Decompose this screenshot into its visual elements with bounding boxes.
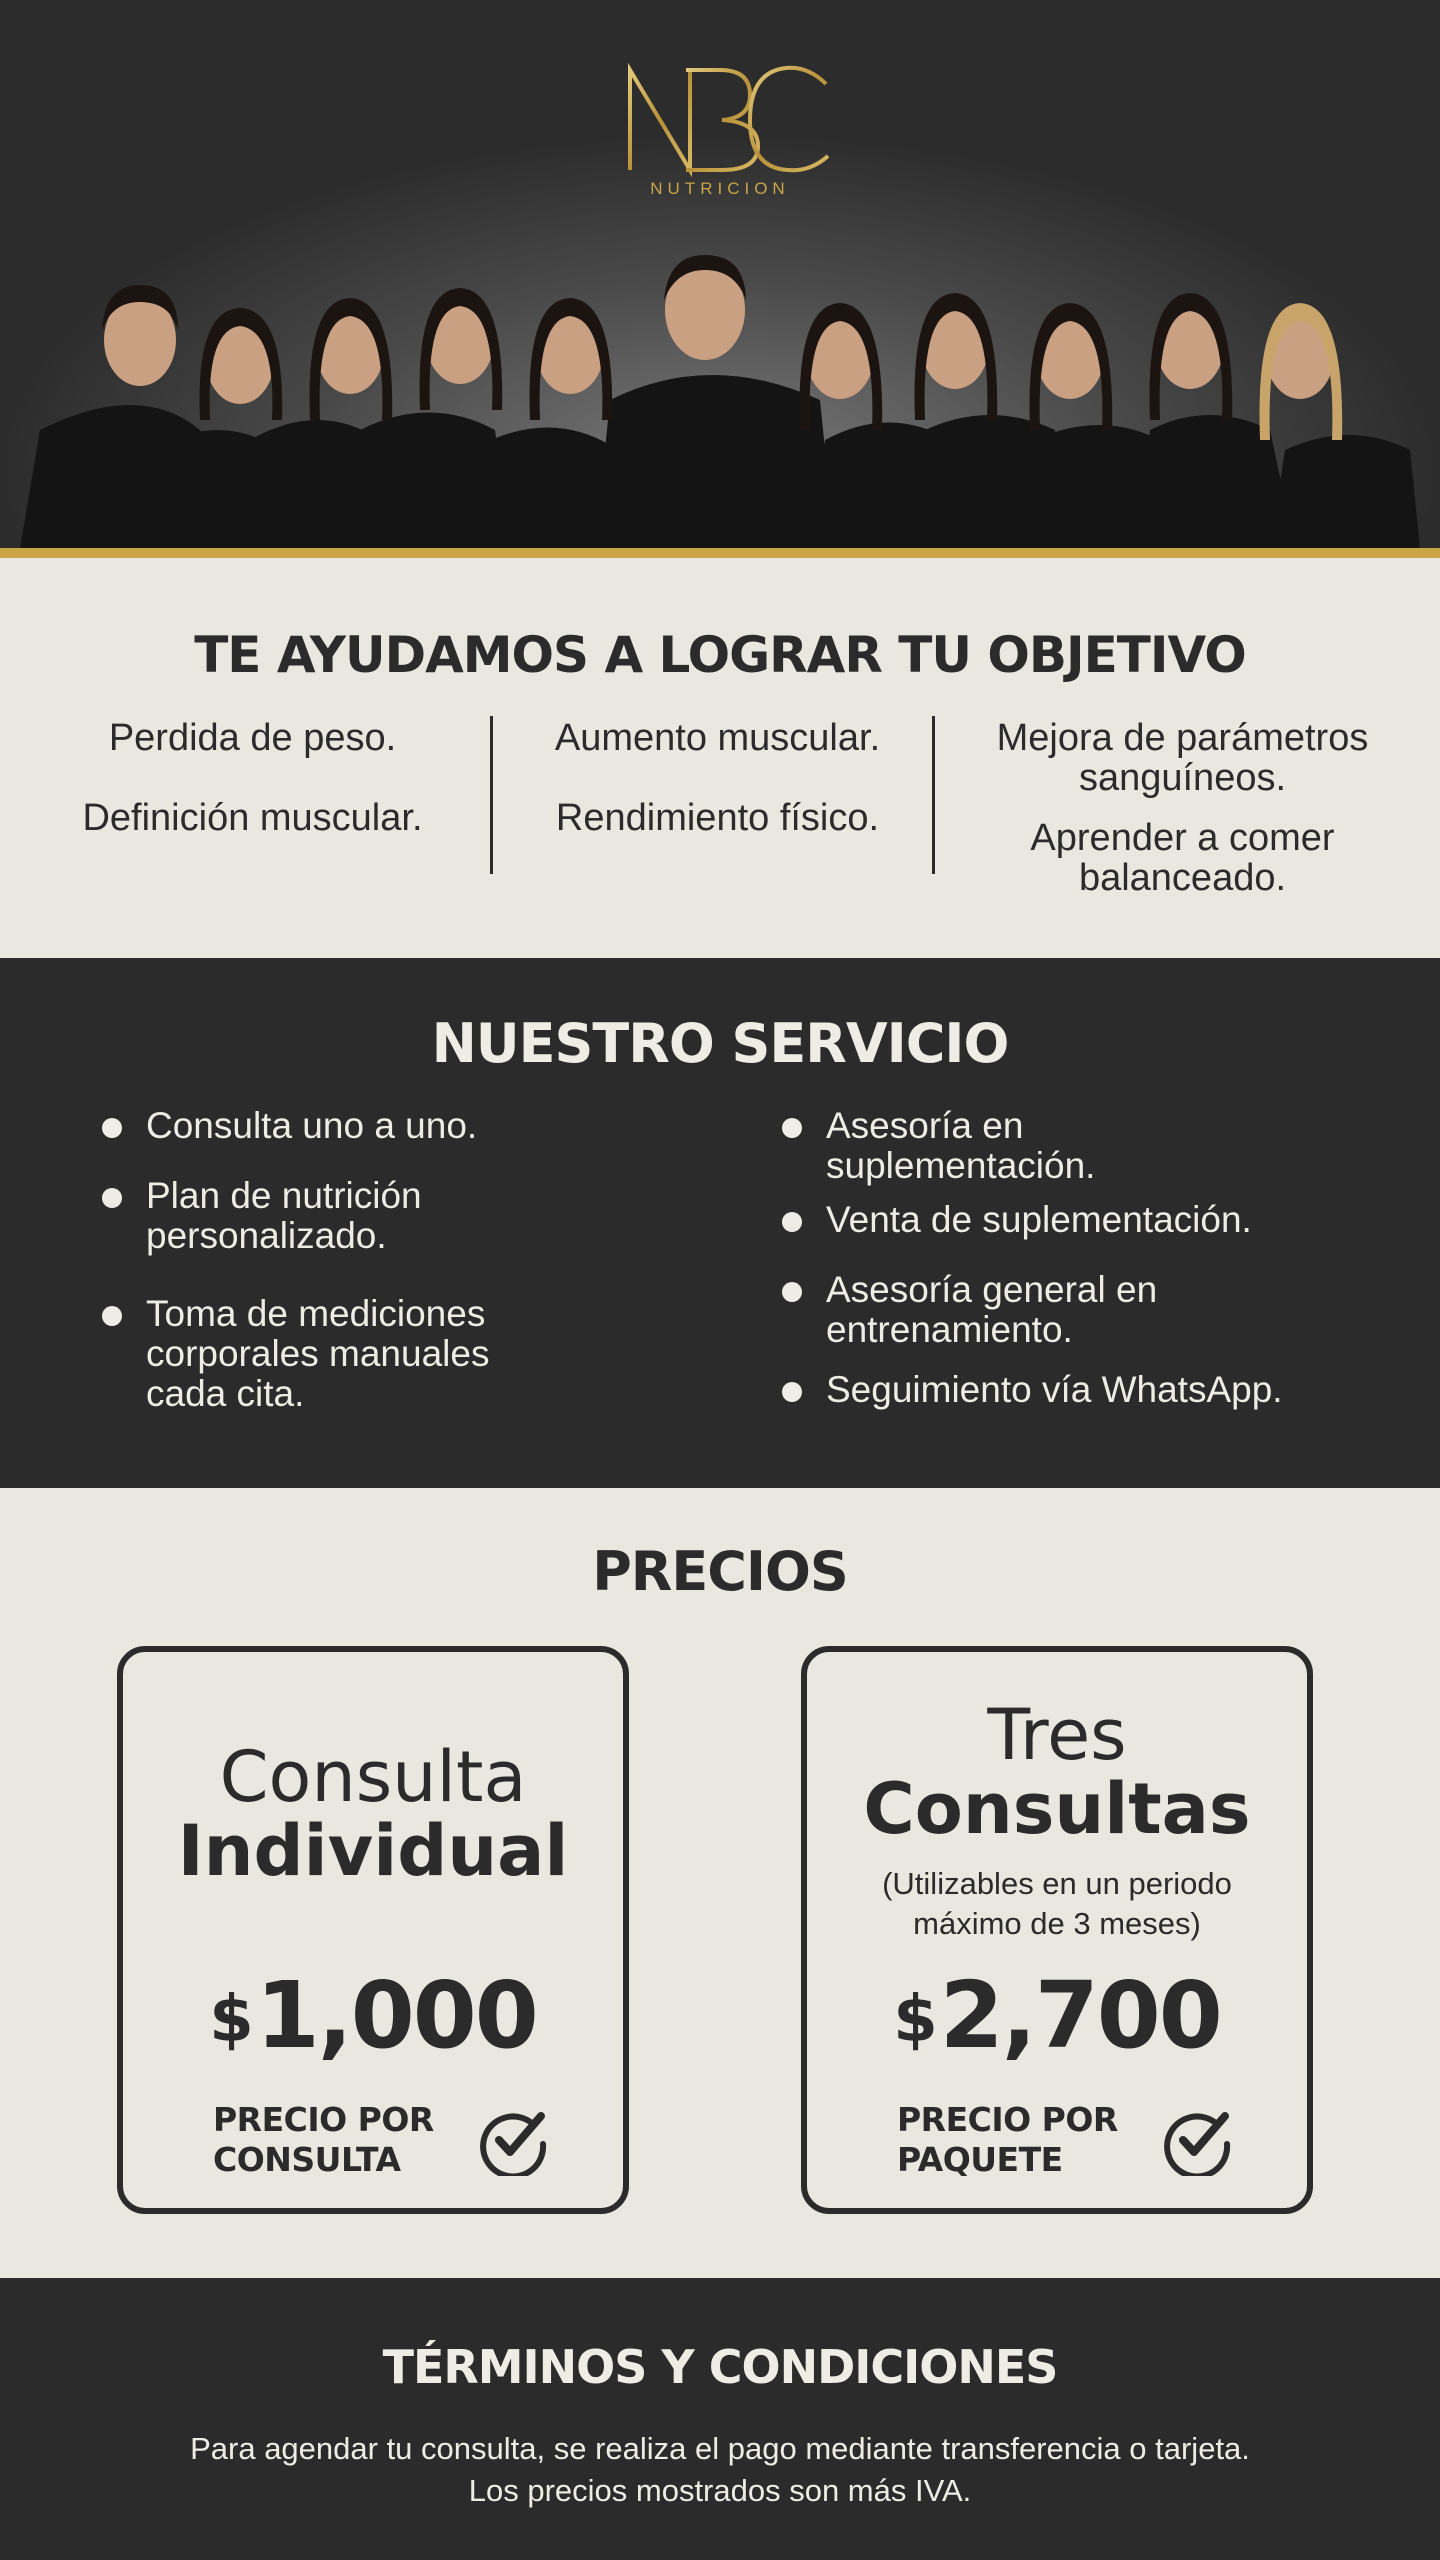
caption-line: CONSULTA — [213, 2140, 401, 2179]
price-caption — [897, 2100, 1118, 2180]
objetivo-title: TE AYUDAMOS A LOGRAR TU OBJETIVO — [194, 626, 1246, 684]
price-amount: 2,700 — [939, 1962, 1221, 2069]
objetivo-item: Aumento muscular. — [554, 717, 881, 759]
card-title-bold: Individual — [177, 1810, 569, 1892]
servicio-item-label: Venta de suplementación. — [826, 1199, 1252, 1240]
servicio-item — [782, 1370, 1342, 1410]
servicio-item — [782, 1270, 1246, 1350]
servicio-list-right — [782, 1106, 1342, 1410]
servicio-section — [0, 958, 1440, 1488]
terminos-text — [0, 2428, 1440, 2512]
caption-line: PRECIO POR — [897, 2100, 1118, 2139]
objetivo-section — [0, 558, 1440, 958]
servicio-item — [102, 1176, 506, 1256]
caption-line: PAQUETE — [897, 2140, 1063, 2179]
bullet-icon — [782, 1212, 802, 1232]
objetivo-column-1 — [30, 718, 475, 878]
currency-symbol: $ — [209, 1983, 252, 2057]
servicio-item-label: Plan de nutrición personalizado. — [146, 1175, 422, 1256]
servicio-item-label: Consulta uno a uno. — [146, 1105, 478, 1146]
bullet-icon — [102, 1306, 122, 1326]
servicio-title: NUESTRO SERVICIO — [431, 1012, 1009, 1075]
hero-banner — [0, 0, 1440, 548]
card-price — [807, 1962, 1307, 2069]
precios-section — [0, 1488, 1440, 2278]
check-circle-icon — [477, 2104, 549, 2176]
column-divider — [490, 716, 493, 874]
caption-line: PRECIO POR — [213, 2100, 434, 2139]
card-note: (Utilizables en un periodo máximo de 3 meses) — [882, 1866, 1232, 1941]
bullet-icon — [782, 1382, 802, 1402]
objetivo-column-2 — [505, 718, 930, 878]
terminos-line: Para agendar tu consulta, se realiza el pago mediante transferencia o tarjeta. — [190, 2431, 1250, 2466]
gold-divider — [0, 548, 1440, 558]
price-amount: 1,000 — [255, 1962, 537, 2069]
servicio-item-label: Asesoría en suplementación. — [826, 1105, 1096, 1186]
bullet-icon — [102, 1188, 122, 1208]
servicio-item — [782, 1106, 1186, 1186]
servicio-item — [782, 1200, 1342, 1240]
terminos-line: Los precios mostrados son más IVA. — [468, 2473, 972, 2508]
servicio-item — [102, 1294, 566, 1414]
servicio-list-left — [102, 1106, 572, 1414]
price-caption — [213, 2100, 434, 2180]
bullet-icon — [782, 1282, 802, 1302]
terminos-section — [0, 2278, 1440, 2560]
price-card-package — [801, 1646, 1313, 2214]
card-title-light: Consulta — [219, 1736, 527, 1818]
card-price — [123, 1962, 623, 2069]
servicio-item-label: Asesoría general en entrenamiento. — [826, 1269, 1158, 1350]
nbc-logo — [600, 60, 840, 200]
objetivo-item: Aprender a comer balanceado. — [1030, 817, 1335, 899]
price-card-individual — [117, 1646, 629, 2214]
servicio-item-label: Seguimiento vía WhatsApp. — [826, 1369, 1283, 1410]
terminos-title: TÉRMINOS Y CONDICIONES — [382, 2340, 1058, 2394]
check-circle-icon — [1161, 2104, 1233, 2176]
currency-symbol: $ — [893, 1983, 936, 2057]
servicio-item — [102, 1106, 572, 1146]
card-title-bold: Consultas — [863, 1768, 1251, 1850]
servicio-item-label: Toma de mediciones corporales manuales cada cita. — [146, 1293, 490, 1414]
objetivo-item: Perdida de peso. — [108, 717, 397, 759]
objetivo-item: Mejora de parámetros sanguíneos. — [996, 717, 1369, 799]
objetivo-item: Rendimiento físico. — [555, 797, 880, 839]
precios-title: PRECIOS — [592, 1540, 848, 1603]
objetivo-column-3 — [950, 718, 1415, 918]
team-photo — [0, 230, 1440, 548]
objetivo-item: Definición muscular. — [82, 797, 423, 839]
card-title-light: Tres — [987, 1694, 1127, 1776]
bullet-icon — [102, 1118, 122, 1138]
logo-subtitle: NUTRICION — [650, 179, 790, 198]
bullet-icon — [782, 1118, 802, 1138]
column-divider — [932, 716, 935, 874]
